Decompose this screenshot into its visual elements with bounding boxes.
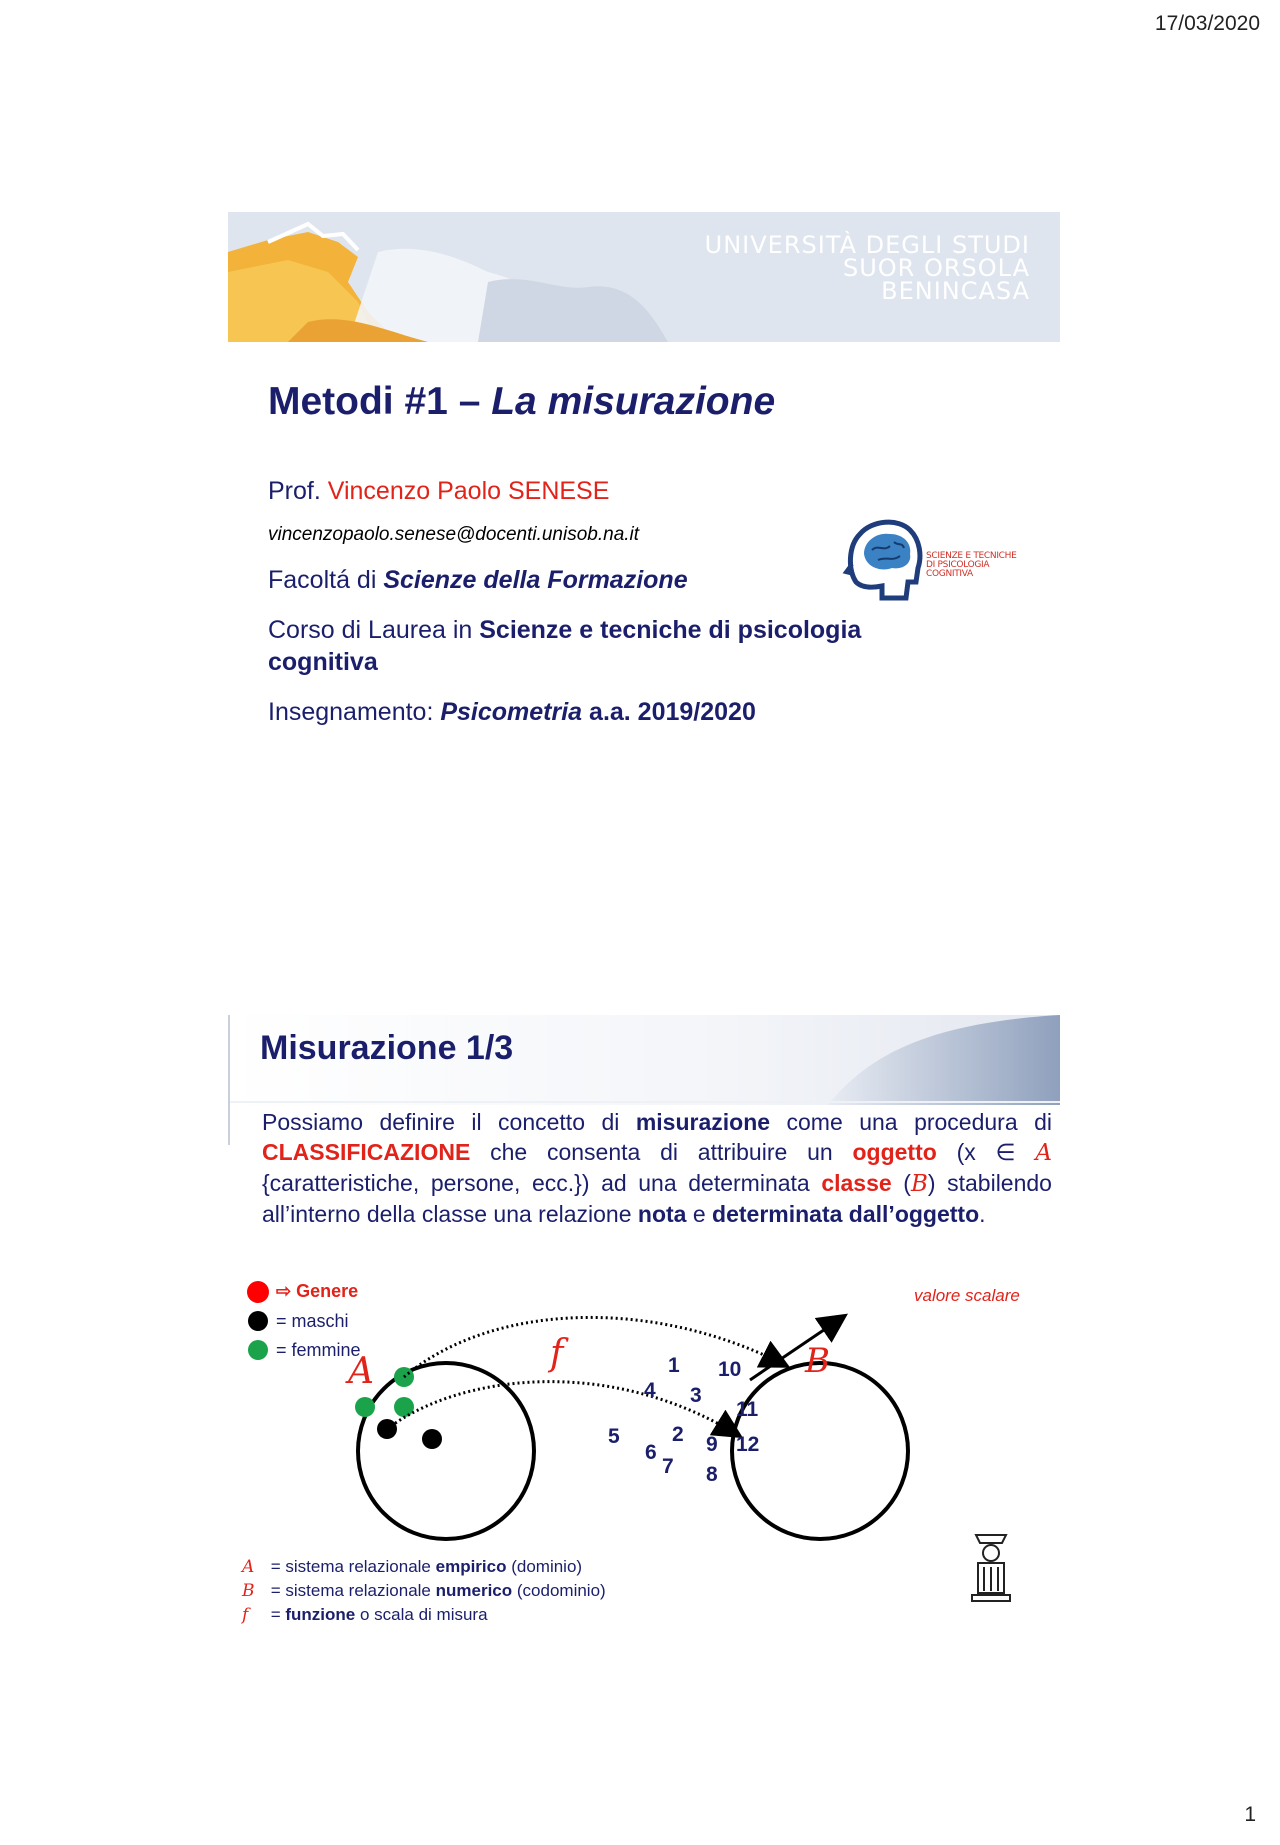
codomain-number: 12: [736, 1433, 760, 1456]
footnote-a: [242, 1557, 582, 1577]
codomain-number: 6: [645, 1441, 657, 1464]
page-date: 17/03/2020: [1154, 12, 1260, 35]
slide-2-left-rule: [228, 1015, 230, 1145]
title-italic: La misurazione: [491, 380, 776, 423]
codomain-number: 8: [706, 1463, 718, 1486]
footnote-f-term: funzione: [285, 1605, 356, 1624]
insegnamento-prefix: Insegnamento:: [268, 698, 441, 726]
para-text-6: (: [891, 1170, 911, 1196]
legend-dot-genere: [247, 1281, 269, 1303]
para-text-3: che consenta di attribuire un: [470, 1139, 853, 1165]
domain-female-dot: [394, 1397, 414, 1417]
footnote-f-symbol: f: [242, 1605, 249, 1625]
valore-scalare-label: valore scalare: [914, 1286, 1020, 1305]
slide-2: [228, 1015, 1060, 1635]
codomain-number: 7: [662, 1455, 674, 1478]
codomain-number: 10: [718, 1358, 742, 1381]
para-set-b: B: [910, 1171, 928, 1197]
facolta-line: [268, 566, 688, 595]
facolta-name: Scienze della Formazione: [383, 566, 688, 594]
para-text-7: ) stabilendo all’interno della classe una relazione: [262, 1170, 1052, 1227]
professor-email: vincenzopaolo.senese@docenti.unisob.na.it: [268, 524, 640, 545]
para-text-9: .: [979, 1201, 986, 1227]
course-logo-text: [926, 552, 1017, 579]
para-term-nota: nota: [637, 1201, 687, 1227]
insegnamento-name: Psicometria: [440, 698, 583, 726]
slide-1-title: [268, 380, 775, 424]
logo-text-line-1: SCIENZE E TECNICHE: [926, 551, 1017, 561]
university-name: [704, 231, 1030, 305]
para-term-misurazione: misurazione: [635, 1109, 771, 1135]
title-plain: Metodi #1 –: [268, 380, 492, 423]
academic-year: a.a. 2019/2020: [582, 698, 756, 726]
legend-genere: ⇨ Genere: [276, 1281, 359, 1301]
footnote-a-symbol: A: [242, 1557, 255, 1577]
corso-name-2: cognitiva: [268, 648, 378, 676]
logo-text-line-3: COGNITIVA: [926, 569, 973, 579]
prof-prefix: Prof.: [268, 477, 328, 505]
footnote-f-suffix: o scala di misura: [355, 1605, 488, 1624]
footnote-b-term: numerico: [435, 1581, 513, 1600]
codomain-number: 3: [690, 1384, 702, 1407]
footnote-a-suffix: (dominio): [506, 1557, 583, 1576]
mapping-arrow-male: [387, 1382, 738, 1435]
professor-line: [268, 477, 609, 506]
logo-text-line-2: DI PSICOLOGIA: [926, 560, 990, 570]
slide-1: [228, 212, 1060, 772]
footnote-b-suffix: (codominio): [512, 1581, 606, 1600]
facolta-prefix: Facoltá di: [268, 566, 384, 594]
university-crest-icon: [966, 1525, 1016, 1605]
university-name-line-2: SUOR ORSOLA: [842, 254, 1030, 282]
para-term-determinata: determinata dall’oggetto: [712, 1201, 980, 1227]
footnote-a-term: empirico: [435, 1557, 507, 1576]
corso-prefix: Corso di Laurea in: [268, 616, 480, 644]
function-f-label: f: [550, 1333, 564, 1374]
course-logo: [842, 512, 1042, 612]
para-term-classe: classe: [821, 1170, 892, 1196]
page-number: 1: [1244, 1803, 1256, 1826]
set-b-label: B: [805, 1341, 830, 1381]
para-term-oggetto: oggetto: [852, 1139, 937, 1165]
footnote-f: [242, 1605, 488, 1625]
set-a-label: A: [348, 1351, 374, 1392]
footnote-a-text: = sistema relazionale: [266, 1557, 436, 1576]
mapping-diagram: [228, 1305, 1060, 1545]
footnote-b-symbol: B: [242, 1581, 255, 1601]
footnote-f-text: =: [266, 1605, 286, 1624]
university-name-line-1: UNIVERSITÀ DEGLI STUDI: [704, 231, 1030, 259]
codomain-number: 1: [668, 1354, 680, 1377]
codomain-number: 9: [706, 1433, 718, 1456]
corso-line: [268, 616, 861, 645]
para-text-1: Possiamo definire il concetto di: [262, 1109, 636, 1135]
codomain-number: 4: [644, 1379, 656, 1402]
brain-head-icon: [842, 512, 926, 612]
para-text-4: (x ∈: [936, 1139, 1036, 1165]
para-text-8: e: [686, 1201, 713, 1227]
para-text-2: come una procedura di: [770, 1109, 1052, 1135]
para-set-a: A: [1035, 1140, 1052, 1166]
prof-name: Vincenzo Paolo SENESE: [327, 477, 610, 505]
legend-femmine: = femmine: [276, 1340, 361, 1360]
corso-name-1: Scienze e tecniche di psicologia: [479, 616, 862, 644]
footnote-b-text: = sistema relazionale: [266, 1581, 436, 1600]
codomain-number: 5: [608, 1425, 620, 1448]
domain-male-dot: [422, 1429, 442, 1449]
legend-maschi: = maschi: [276, 1311, 349, 1331]
insegnamento-line: [268, 698, 756, 727]
university-banner: [228, 212, 1060, 342]
domain-female-dot: [355, 1397, 375, 1417]
codomain-number: 11: [736, 1398, 759, 1421]
footnote-b: [242, 1581, 606, 1601]
para-term-classificazione: CLASSIFICAZIONE: [262, 1139, 471, 1165]
definition-paragraph: [262, 1107, 1052, 1229]
codomain-number: 2: [672, 1423, 684, 1446]
para-text-5: {caratteristiche, persone, ecc.}) ad una determinata: [262, 1170, 822, 1196]
university-name-line-3: BENINCASA: [881, 277, 1030, 305]
slide-2-title: Misurazione 1/3: [260, 1029, 514, 1067]
domain-set-circle: [358, 1363, 534, 1539]
